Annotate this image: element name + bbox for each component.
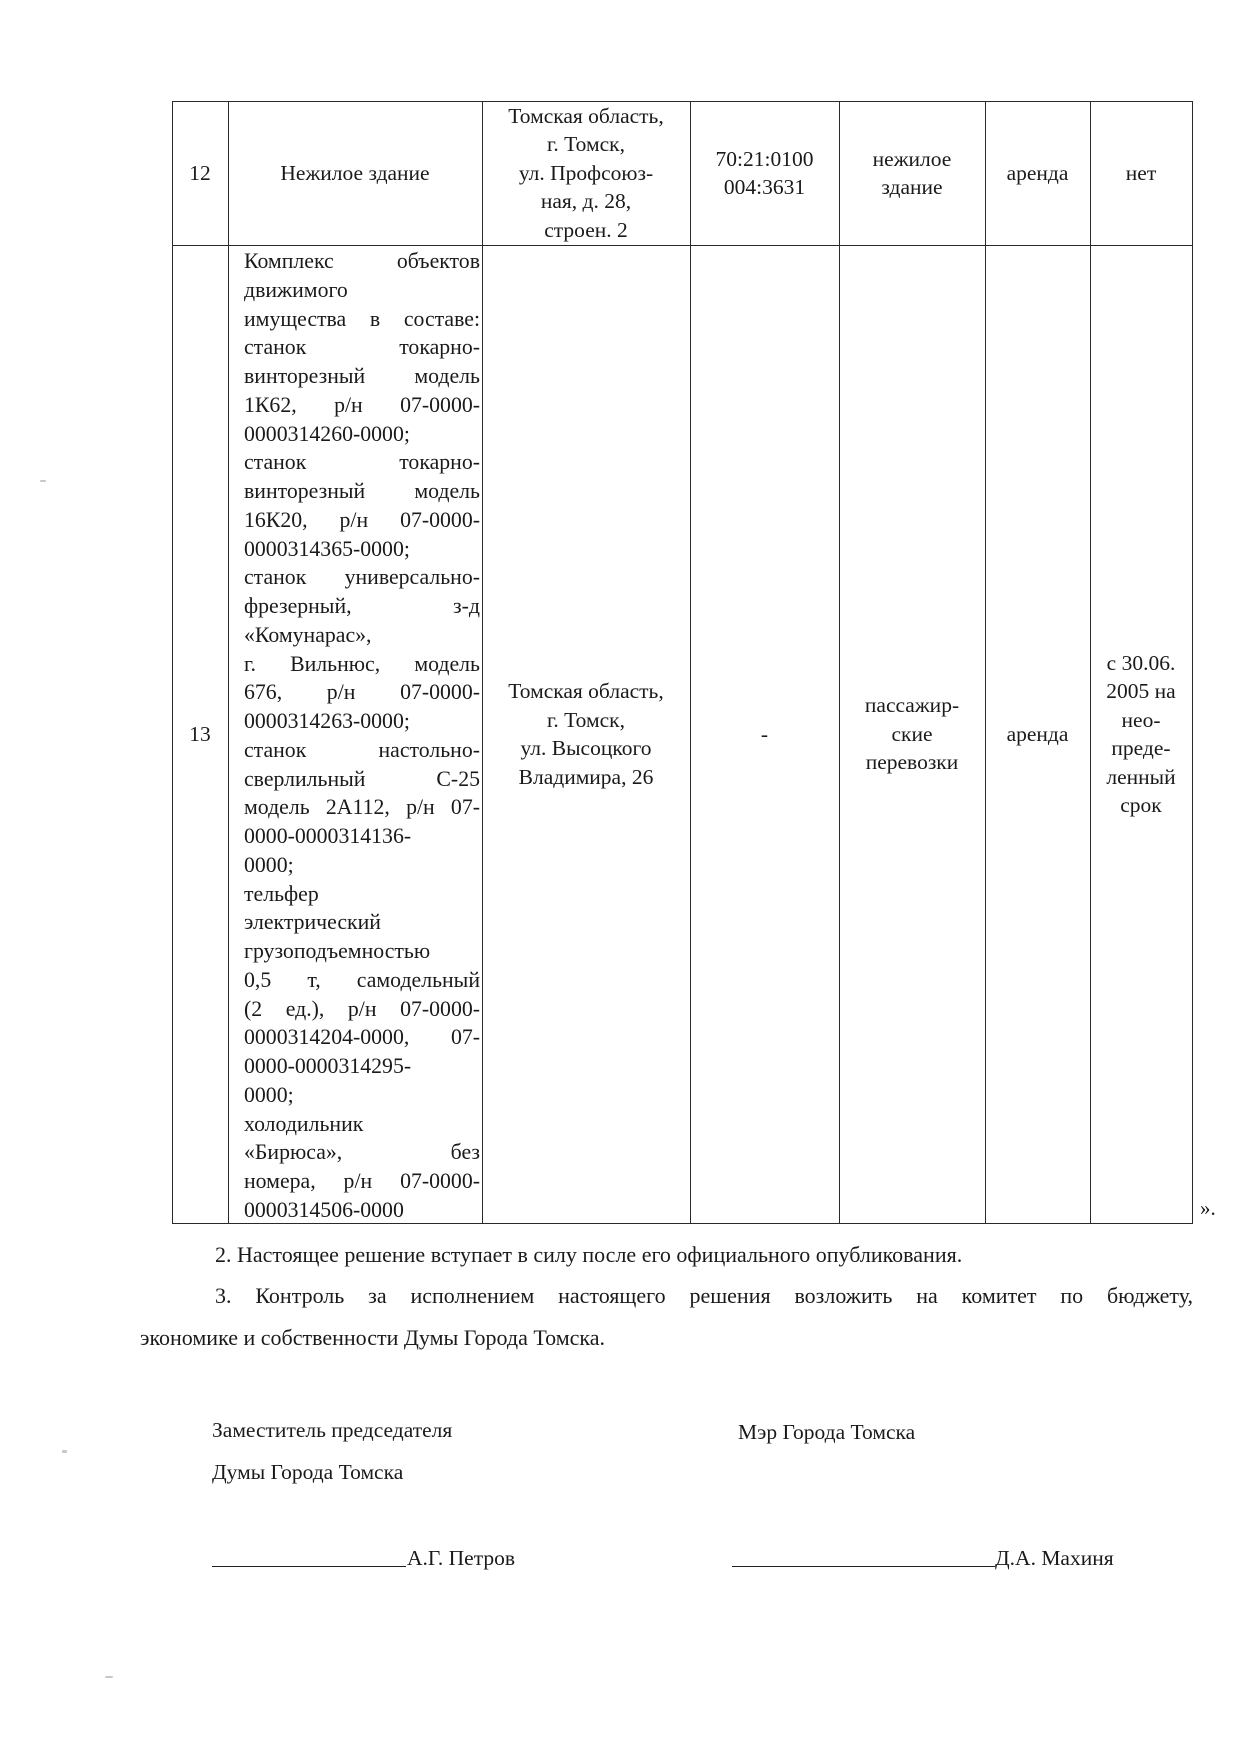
description-line: «Комунарас»,	[244, 622, 372, 647]
cadastral-number-cell	[690, 101, 839, 245]
term-line: с 30.06.	[1106, 650, 1176, 675]
description-line: винторезный модель	[244, 364, 480, 388]
signature-line	[732, 1566, 995, 1567]
signatory-title: Заместитель председателя	[212, 1418, 453, 1442]
column-divider	[228, 101, 229, 1224]
description-line: грузоподъемностью	[244, 939, 431, 963]
description-line: модель 2А112, р/н 07-	[244, 795, 480, 820]
property-table	[172, 101, 1193, 1224]
description-line: 0,5 т, самодельный	[244, 967, 480, 992]
address-line: г. Томск,	[547, 132, 625, 157]
paragraph-item-3-line-1: 3. Контроль за исполнением настоящего решения возложить на комитет по бюджету,	[215, 1283, 1193, 1308]
description-line: (2 ед.), р/н 07-0000-	[244, 996, 480, 1021]
purpose-line: ские	[891, 721, 933, 746]
object-description	[244, 247, 480, 1225]
description-line: 1К62, р/н 07-0000-	[244, 392, 480, 417]
paragraph-item-2: 2. Настоящее решение вступает в силу после его официального опубликования.	[215, 1242, 963, 1267]
description-line: 0000314263-0000;	[244, 709, 410, 733]
description-line: электрический	[244, 910, 381, 935]
description-line: Комплекс объектов	[244, 249, 480, 273]
description-line: 676, р/н 07-0000-	[244, 680, 480, 705]
description-line: сверлильный С-25	[244, 766, 480, 791]
term-line: нет	[1125, 160, 1157, 185]
purpose-line: нежилое	[872, 146, 952, 171]
description-line: холодильник	[244, 1111, 364, 1136]
address-line: ная, д. 28,	[540, 189, 632, 214]
cadastral-number-cell	[690, 245, 839, 1223]
signatory-name: Д.А. Махиня	[995, 1546, 1114, 1570]
signature-line	[212, 1566, 406, 1567]
description-line: 0000314204-0000, 07-	[244, 1025, 480, 1050]
row-number: 12	[189, 160, 211, 185]
scan-artifact	[105, 1676, 113, 1678]
description-line: винторезный модель	[244, 479, 480, 503]
description-line: г. Вильнюс, модель	[244, 651, 480, 676]
term-line: срок	[1120, 793, 1162, 817]
cadastral-line: 004:3631	[723, 175, 806, 199]
description-line: станок токарно-	[244, 335, 480, 360]
purpose-line: перевозки	[865, 750, 959, 775]
purpose-line: пассажир-	[864, 693, 960, 718]
description-line: 0000-0000314295-	[244, 1054, 412, 1078]
description-line: 0000314506-0000	[244, 1197, 404, 1222]
row-number-cell	[172, 245, 228, 1223]
address-line: ул. Профсоюз-	[518, 160, 654, 185]
description-line: движимого	[244, 277, 348, 302]
encumbrance-cell	[985, 101, 1090, 245]
cadastral-line: -	[760, 721, 769, 746]
description-line: номера, р/н 07-0000-	[244, 1169, 480, 1193]
term-cell	[1090, 101, 1192, 245]
description-line: 0000-0000314136-	[244, 824, 412, 848]
description-line: станок настольно-	[244, 737, 480, 762]
description-line: «Бирюса», без	[244, 1140, 480, 1165]
purpose-line: здание	[881, 175, 943, 199]
object-name-cell	[228, 101, 482, 245]
description-line: 0000;	[244, 1082, 294, 1107]
object-name: Нежилое здание	[280, 160, 430, 185]
description-line: 0000314260-0000;	[244, 421, 410, 446]
description-line: станок токарно-	[244, 450, 480, 475]
signatory-title: Мэр Города Томска	[738, 1420, 916, 1444]
address-line: Владимира, 26	[518, 764, 654, 789]
term-line: преде-	[1111, 736, 1171, 760]
purpose-cell	[839, 101, 985, 245]
term-line: нео-	[1121, 707, 1161, 732]
term-cell	[1090, 245, 1192, 1223]
purpose-cell	[839, 245, 985, 1223]
description-line: имущества в составе:	[244, 306, 480, 331]
scan-artifact	[40, 480, 46, 482]
address-line: Томская область,	[508, 103, 664, 128]
address-line: Томская область,	[508, 679, 664, 703]
description-line: 0000314365-0000;	[244, 536, 410, 561]
encumbrance-cell	[985, 245, 1090, 1223]
encumbrance: аренда	[1006, 160, 1069, 185]
term-line: ленный	[1106, 764, 1176, 789]
cadastral-line: 70:21:0100	[715, 146, 814, 171]
description-line: 0000;	[244, 852, 294, 877]
table-border-right	[1192, 101, 1193, 1224]
encumbrance: аренда	[1006, 721, 1069, 746]
address-cell	[482, 245, 690, 1223]
term-line: 2005 на	[1106, 679, 1176, 703]
address-line: строен. 2	[544, 217, 628, 242]
address-line: ул. Высоцкого	[520, 736, 652, 760]
closing-quote: ».	[1200, 1196, 1216, 1220]
row-number-cell	[172, 101, 228, 245]
row-number: 13	[189, 721, 211, 746]
paragraph-item-3-line-2: экономике и собственности Думы Города Томска.	[140, 1325, 606, 1350]
description-line: тельфер	[244, 881, 319, 906]
scan-artifact	[62, 1450, 67, 1453]
address-line: г. Томск,	[547, 707, 625, 732]
signatory-name: А.Г. Петров	[407, 1546, 516, 1570]
address-cell	[482, 101, 690, 245]
description-line: 16К20, р/н 07-0000-	[244, 507, 480, 532]
description-line: фрезерный, з-д	[244, 594, 480, 618]
signatory-title: Думы Города Томска	[212, 1460, 404, 1484]
description-line: станок универсально-	[244, 565, 480, 590]
